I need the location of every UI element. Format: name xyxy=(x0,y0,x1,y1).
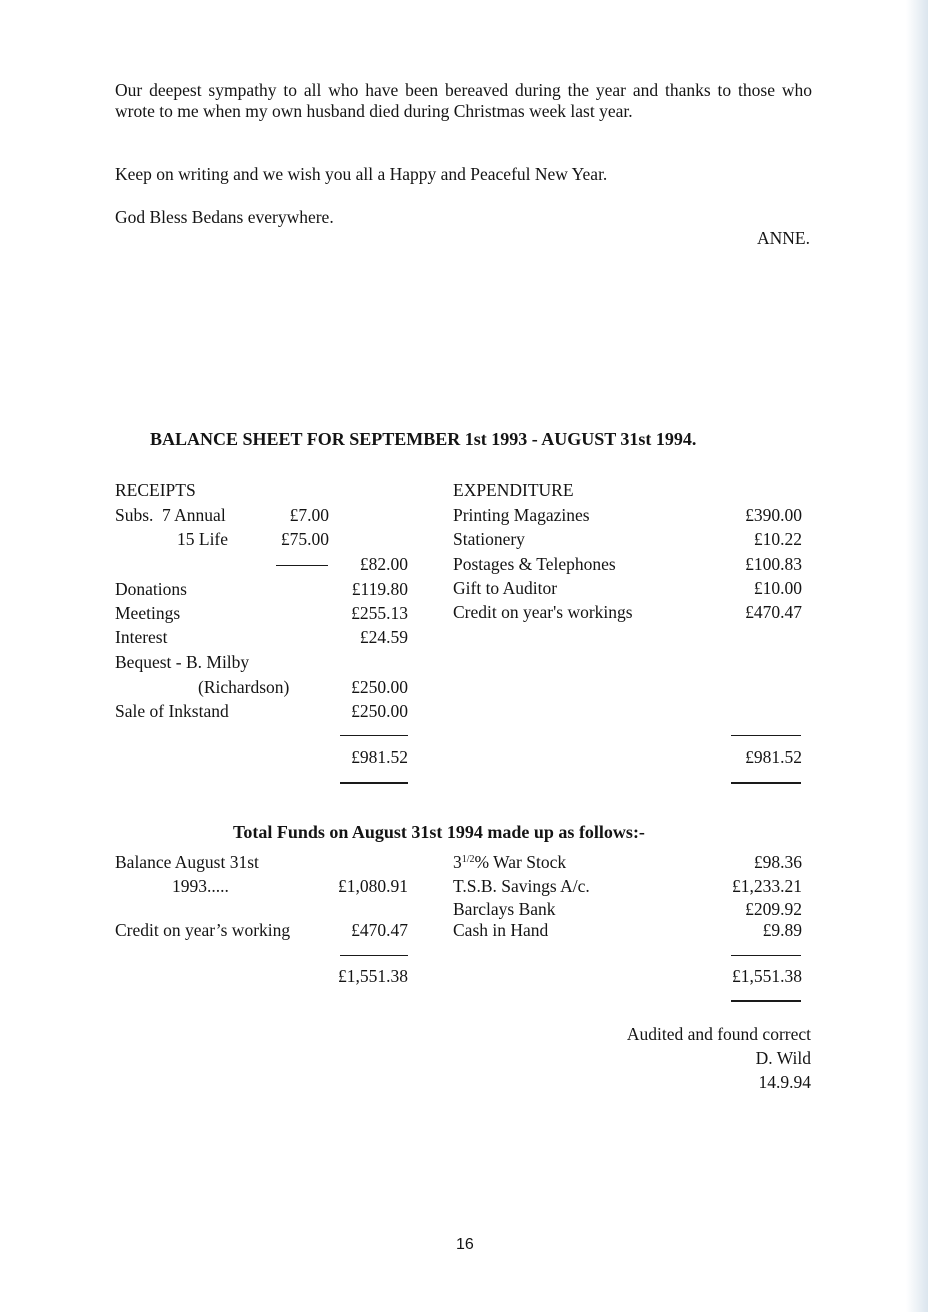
barclays-label: Barclays Bank xyxy=(453,899,556,919)
expenditure-item-label: Gift to Auditor xyxy=(453,578,558,598)
signature: ANNE. xyxy=(757,228,810,248)
expenditure-item-label: Credit on year's workings xyxy=(453,602,633,622)
subs-life-amount: £75.00 xyxy=(280,529,329,549)
inkstand-label: Sale of Inkstand xyxy=(115,701,229,721)
expenditure-item-label: Postages & Telephones xyxy=(453,554,616,574)
expenditure-total-underline xyxy=(731,782,801,784)
expenditure-item-amount: £470.47 xyxy=(745,602,802,622)
interest-label: Interest xyxy=(115,627,168,647)
cash-amount: £9.89 xyxy=(762,920,802,940)
bequest-label: Bequest - B. Milby xyxy=(115,652,250,672)
total-funds-title: Total Funds on August 31st 1994 made up as follows:- xyxy=(233,822,645,842)
subs-subtotal-rule xyxy=(276,565,328,566)
expenditure-item-amount: £100.83 xyxy=(745,554,802,574)
balance-amount: £1,080.91 xyxy=(338,876,408,896)
receipts-total-underline xyxy=(340,782,408,784)
donations-amount: £119.80 xyxy=(351,579,408,599)
credit-amount: £470.47 xyxy=(351,920,408,940)
subs-annual-amount: £7.00 xyxy=(289,505,329,525)
tsb-amount: £1,233.21 xyxy=(732,876,802,896)
subs-total: £82.00 xyxy=(359,554,408,574)
tsb-label: T.S.B. Savings A/c. xyxy=(453,876,590,896)
page-number: 16 xyxy=(456,1236,474,1253)
expenditure-item-amount: £390.00 xyxy=(745,505,802,525)
funds-right-total: £1,551.38 xyxy=(732,966,802,986)
expenditure-total: £981.52 xyxy=(745,747,802,767)
subs-label: Subs. xyxy=(115,505,154,525)
funds-right-total-underline xyxy=(731,1000,801,1002)
sympathy-paragraph: Our deepest sympathy to all who have been bereaved during the year and thanks to those who wrote to me when my own husband died during Christmas week last year. xyxy=(115,80,812,121)
audit-date: 14.9.94 xyxy=(758,1072,811,1092)
balance-august-label: Balance August 31st xyxy=(115,852,259,872)
credit-label: Credit on year’s working xyxy=(115,920,291,940)
meetings-label: Meetings xyxy=(115,603,181,623)
cash-label: Cash in Hand xyxy=(453,920,549,940)
receipts-heading: RECEIPTS xyxy=(115,480,196,500)
war-stock-fraction: 1/2 xyxy=(461,854,475,865)
bequest-amount: £250.00 xyxy=(351,677,408,697)
war-stock-prefix: 3 xyxy=(453,852,462,872)
interest-amount: £24.59 xyxy=(359,627,408,647)
war-stock-amount: £98.36 xyxy=(753,852,802,872)
subs-life-label: 15 Life xyxy=(177,529,229,549)
inkstand-amount: £250.00 xyxy=(351,701,408,721)
war-stock-label xyxy=(453,852,566,876)
expenditure-item-amount: £10.22 xyxy=(753,529,802,549)
expenditure-item-amount: £10.00 xyxy=(753,578,802,598)
auditor-name: D. Wild xyxy=(755,1048,811,1068)
funds-left-total-rule xyxy=(340,955,408,956)
subs-annual-label: 7 Annual xyxy=(162,505,226,525)
balance-year: 1993..... xyxy=(172,876,229,896)
receipts-total: £981.52 xyxy=(351,747,408,767)
expenditure-item-label: Stationery xyxy=(453,529,525,549)
expenditure-heading: EXPENDITURE xyxy=(453,480,574,500)
war-stock-rest: % War Stock xyxy=(474,852,567,872)
meetings-amount: £255.13 xyxy=(351,603,408,623)
blessing-paragraph: God Bless Bedans everywhere. xyxy=(115,207,334,227)
balance-sheet-title: BALANCE SHEET FOR SEPTEMBER 1st 1993 - AUGUST 31st 1994. xyxy=(150,429,697,449)
barclays-amount: £209.92 xyxy=(745,899,802,919)
new-year-paragraph: Keep on writing and we wish you all a Happy and Peaceful New Year. xyxy=(115,164,608,184)
bequest-label-continued: (Richardson) xyxy=(198,677,290,697)
expenditure-total-rule xyxy=(731,735,801,736)
funds-left-total: £1,551.38 xyxy=(338,966,408,986)
page-edge-shadow xyxy=(906,0,928,1312)
donations-label: Donations xyxy=(115,579,187,599)
audit-statement: Audited and found correct xyxy=(626,1024,811,1044)
funds-right-total-rule xyxy=(731,955,801,956)
expenditure-item-label: Printing Magazines xyxy=(453,505,590,525)
receipts-total-rule xyxy=(340,735,408,736)
